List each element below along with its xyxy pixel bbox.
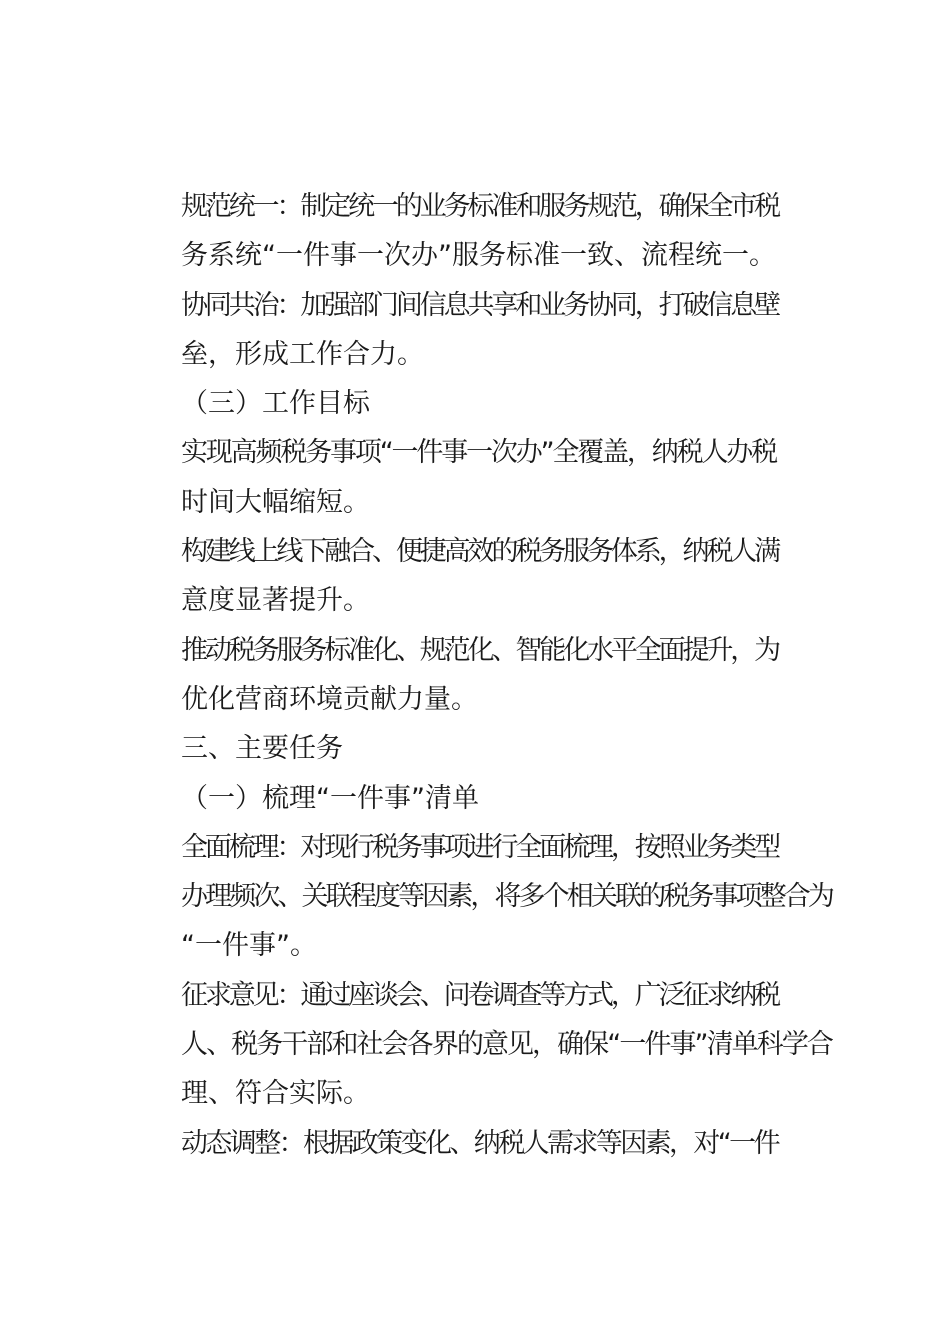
text-line: 动态调整：根据政策变化、纳税人需求等因素，对“一件 (181, 1127, 778, 1159)
text-line: 意度显著提升。 (181, 585, 370, 617)
text-line: 垒，形成工作合力。 (181, 338, 424, 370)
paragraph-solicit-opinions (127, 971, 832, 1119)
text-line: 规范统一：制定统一的业务标准和服务规范，确保全市税 (181, 191, 778, 222)
text-line: 推动税务服务标准化、规范化、智能化水平全面提升，为 (181, 634, 778, 666)
paragraph-standard-unified (127, 182, 832, 281)
heading-work-goals: （三）工作目标 (181, 388, 370, 420)
text-line: 构建线上线下融合、便捷高效的税务服务体系，纳税人满 (181, 536, 778, 568)
paragraph-dynamic-adjustment (127, 1119, 832, 1168)
text-line: 时间大幅缩短。 (181, 486, 370, 518)
text-line: 办理频次、关联程度等因素，将多个相关联的税务事项整合为 (181, 881, 832, 913)
text-line: “一件事”。 (181, 930, 317, 962)
text-line: 全面梳理：对现行税务事项进行全面梳理，按照业务类型 (181, 831, 778, 863)
text-line: 协同共治：加强部门间信息共享和业务协同，打破信息壁 (181, 289, 778, 321)
text-line: 实现高频税务事项“一件事一次办”全覆盖，纳税人办税 (181, 437, 776, 469)
text-line: 优化营商环境贡献力量。 (181, 683, 478, 715)
paragraph-comprehensive-sorting (127, 823, 832, 971)
text-line: 人、税务干部和社会各界的意见，确保“一件事”清单科学合 (181, 1029, 832, 1061)
text-line: 务系统“一件事一次办”服务标准一致、流程统一。 (181, 240, 776, 272)
paragraph-goal-full-coverage (127, 428, 832, 527)
paragraph-collaborative-governance (127, 281, 832, 380)
text-line: 理、符合实际。 (181, 1078, 370, 1110)
paragraph-goal-standardization (127, 626, 832, 725)
heading-sort-list: （一）梳理“一件事”清单 (181, 782, 479, 814)
heading-main-tasks: 三、主要任务 (181, 733, 343, 765)
document-body (127, 182, 832, 1168)
text-line: 征求意见：通过座谈会、问卷调查等方式，广泛征求纳税 (181, 979, 778, 1011)
paragraph-goal-service-system (127, 527, 832, 626)
